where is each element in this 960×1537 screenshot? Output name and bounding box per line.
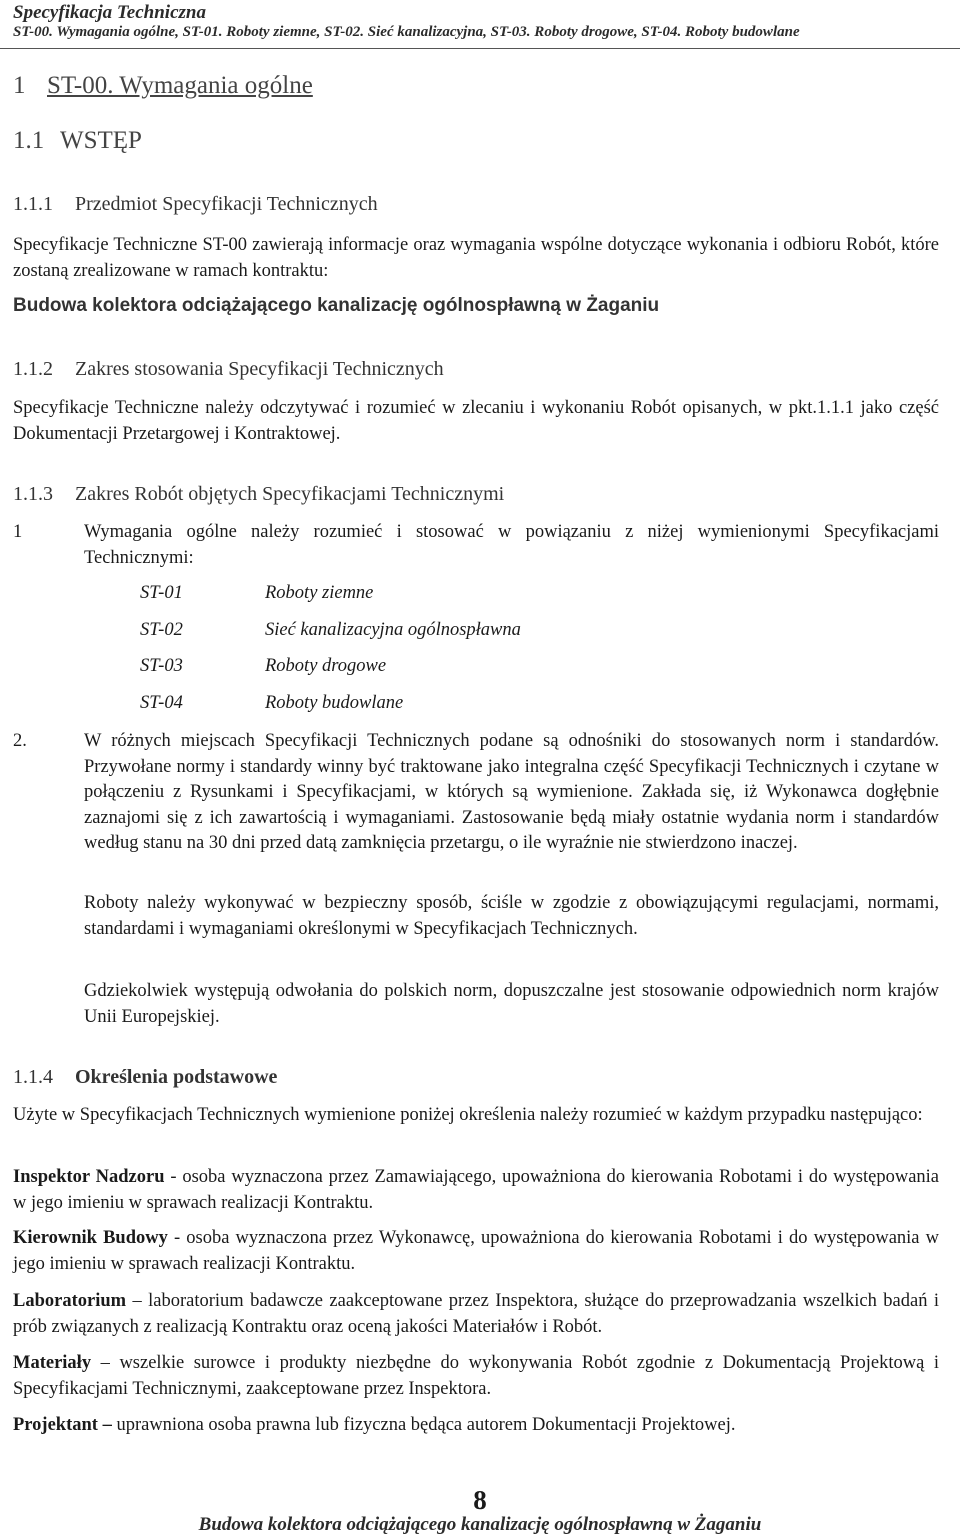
section-number: 1.1.1 xyxy=(13,193,53,215)
definition-term: Inspektor Nadzoru xyxy=(13,1167,165,1187)
paragraph: Użyte w Specyfikacjach Technicznych wymienione poniżej określenia należy rozumieć w każdym przypadku następująco: xyxy=(13,1105,923,1125)
definition-text: - osoba wyznaczona przez Zamawiającego, upoważniona do kierowania Robotami i do występowania w jego imieniu w sprawach realizacji Kontraktu. xyxy=(13,1167,940,1213)
definition-term: Materiały xyxy=(13,1353,92,1373)
paragraph: Gdziekolwiek występują odwołania do polskich norm, dopuszczalne jest stosowanie odpowiednich norm krajów Unii Europejskiej. xyxy=(84,981,939,1027)
definition xyxy=(13,1226,939,1277)
header-subtitle: ST-00. Wymagania ogólne, ST-01. Roboty ziemne, ST-02. Sieć kanalizacyjna, ST-03. Roboty drogowe, ST-04. Roboty budowlane xyxy=(13,24,800,40)
header-title: Specyfikacja Techniczna xyxy=(13,2,206,23)
section-title: Zakres Robót objętych Specyfikacjami Technicznymi xyxy=(75,483,505,505)
definition-term: Laboratorium xyxy=(13,1291,127,1311)
definition-text: – wszelkie surowce i produkty niezbędne do wykonywania Robót zgodnie z Dokumentacją Projektową i Specyfikacjami Technicznymi, zaakceptowane przez Inspektora. xyxy=(13,1353,939,1399)
spec-code: ST-01 xyxy=(140,583,183,603)
footer-title: Budowa kolektora odciążającego kanalizację ogólnospławną w Żaganiu xyxy=(198,1514,762,1535)
spec-name: Roboty drogowe xyxy=(265,656,387,676)
definition xyxy=(13,1165,939,1216)
section-title: WSTĘP xyxy=(60,127,142,154)
spec-code: ST-02 xyxy=(140,620,183,640)
definition-term: Kierownik Budowy xyxy=(13,1228,168,1248)
spec-code: ST-03 xyxy=(140,656,183,676)
header-rule xyxy=(0,48,960,49)
section-title: ST-00. Wymagania ogólne xyxy=(47,72,313,99)
spec-name: Sieć kanalizacyjna ogólnospławna xyxy=(265,620,521,640)
spec-name: Roboty ziemne xyxy=(265,583,374,603)
section-number: 1.1.4 xyxy=(13,1066,53,1088)
list-item-text: W różnych miejscach Specyfikacji Technicznych podane są odnośniki do stosowanych norm i standardów. Przywołane normy i standardy winny być traktowane jako integralna część Specyfikacji Technicznych i czytane w połączeniu z Rysunkami i Specyfikacjami, w których są wymienione. Zakłada się, iż Wykonawca dogłębnie zaznajomi się z ich zawartością i wymaganiami. Zastosowanie będą miały ostatnie wydania norm i standardów według stanu na 30 dni przed datą zamknięcia przetargu, o ile wyraźnie nie stwierdzono inaczej. xyxy=(84,731,939,853)
paragraph: Specyfikacje Techniczne ST-00 zawierają informacje oraz wymagania wspólne dotyczące wykonania i odbioru Robót, które zostaną zrealizowane w ramach kontraktu: xyxy=(13,235,939,281)
project-name: Budowa kolektora odciążającego kanalizację ogólnospławną w Żaganiu xyxy=(13,295,660,316)
definition-text: uprawniona osoba prawna lub fizyczna będąca autorem Dokumentacji Projektowej. xyxy=(111,1415,736,1435)
section-number: 1 xyxy=(13,72,26,99)
section-title: Określenia podstawowe xyxy=(75,1066,278,1088)
section-number: 1.1 xyxy=(13,127,45,154)
list-number: 1 xyxy=(13,522,23,542)
section-title: Przedmiot Specyfikacji Technicznych xyxy=(75,193,378,215)
paragraph: Roboty należy wykonywać w bezpieczny sposób, ściśle w zgodzie z obowiązującymi regulacjami, normami, standardami i wymaganiami określonymi w Specyfikacjach Technicznych. xyxy=(84,893,939,939)
spec-name: Roboty budowlane xyxy=(265,693,404,713)
list-item-text: Wymagania ogólne należy rozumieć i stosować w powiązaniu z niżej wymienionymi Specyfikacjami Technicznymi: xyxy=(84,522,939,568)
section-title: Zakres stosowania Specyfikacji Technicznych xyxy=(75,358,444,380)
definition-text: - osoba wyznaczona przez Wykonawcę, upoważniona do kierowania Robotami i do występowania w jego imieniu w sprawach realizacji Kontraktu. xyxy=(13,1228,939,1274)
definition-term: Projektant – xyxy=(13,1415,112,1435)
definition xyxy=(13,1413,939,1439)
definition-text: – laboratorium badawcze zaakceptowane przez Inspektora, służące do przeprowadzania wszelkich badań i prób związanych z realizacją Kontraktu oraz oceną jakości Materiałów i Robót. xyxy=(13,1291,939,1337)
list-number: 2. xyxy=(13,731,27,751)
spec-code: ST-04 xyxy=(140,693,183,713)
definition xyxy=(13,1351,939,1402)
section-number: 1.1.3 xyxy=(13,483,53,505)
page-number: 8 xyxy=(473,1485,487,1515)
section-number: 1.1.2 xyxy=(13,358,53,380)
paragraph: Specyfikacje Techniczne należy odczytywać i rozumieć w zlecaniu i wykonaniu Robót opisanych, w pkt.1.1.1 jako część Dokumentacji Przetargowej i Kontraktowej. xyxy=(13,398,939,444)
definition xyxy=(13,1289,939,1340)
